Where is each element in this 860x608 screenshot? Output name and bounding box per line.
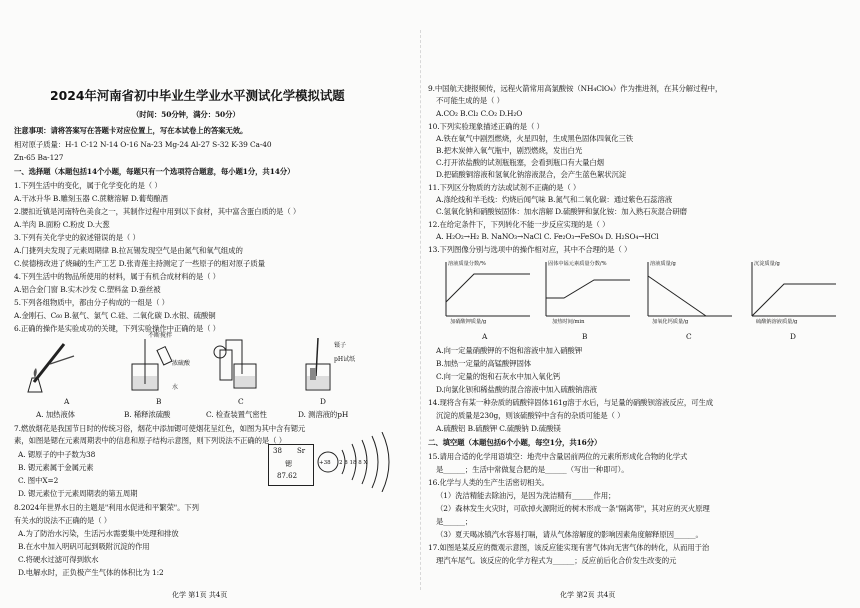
question-line: 15.请用合适的化学用语填空：地壳中含量居前两位的元素所形成化合物的化学式 bbox=[428, 452, 688, 461]
element-symbol: Sr bbox=[297, 447, 306, 455]
graph-c bbox=[648, 262, 732, 316]
option-letter: B bbox=[582, 332, 588, 341]
question-line: A.门捷列夫发现了元素周期律 B.拉瓦锡发现空气是由氮气和氧气组成的 bbox=[14, 246, 243, 255]
figure-caption: D. 测溶液的pH bbox=[298, 410, 349, 419]
question-line: B. 锶元素属于金属元素 bbox=[18, 463, 94, 472]
question-line: 11.下列区分物质的方法或试剂不正确的是（ ） bbox=[428, 183, 581, 192]
question-line: C.将硬水过滤可得到软水 bbox=[18, 555, 99, 564]
question-line: 素，如图是锶在元素周期表中的信息和原子结构示意图，则下列说法不正确的是（ ） bbox=[14, 436, 287, 445]
option-letter: C bbox=[686, 332, 692, 341]
question-line: C.侯德榜改进了烧碱的生产工艺 D.张青莲主持测定了一些原子的相对原子质量 bbox=[14, 259, 265, 268]
question-line: A.干冰升华 B.雕刻玉器 C.蔗糖溶解 D.葡萄酿酒 bbox=[14, 194, 168, 203]
question-line: C. 图中X=2 bbox=[18, 476, 59, 485]
atomic-masses-line-2: Zn-65 Ba-127 bbox=[14, 153, 64, 162]
section-2-heading: 二、填空题（本题包括6个小题，每空1分，共16分） bbox=[428, 438, 602, 447]
question-line: B.在水中加入明矾可起到吸附沉淀的作用 bbox=[18, 542, 150, 551]
y-axis-label: 溶液质量分数/% bbox=[448, 261, 486, 267]
label-water: 水 bbox=[172, 384, 179, 391]
x-axis-label: 硫酸钠溶液质量/g bbox=[756, 319, 798, 325]
question-line: 有关水的说法不正确的是（ ） bbox=[14, 516, 112, 525]
question-line: A.涤纶线和羊毛线：灼烧后闻气味 B.氮气和二氧化碳：通过紫色石蕊溶液 bbox=[436, 195, 673, 204]
question-line: 3.下列有关化学史的叙述错误的是（ ） bbox=[14, 233, 140, 242]
notice-heading: 注意事项：请将答案写在答题卡对应位置上，写在本试卷上的答案无效。 bbox=[14, 126, 248, 135]
question-line: A. 锶原子的中子数为38 bbox=[18, 450, 96, 459]
question-line: A.羊肉 B.面粉 C.粉皮 D.大葱 bbox=[14, 220, 110, 229]
question-line: A.铁在氧气中剧烈燃烧，火星四射，生成黑色固体四氧化三铁 bbox=[436, 134, 634, 143]
page-footer: 化学 第1页 共4页 bbox=[172, 591, 228, 599]
option-letter: A bbox=[482, 332, 488, 341]
question-line: A.铝合金门窗 B.实木沙发 C.塑料盆 D.蚕丝被 bbox=[14, 285, 161, 294]
y-axis-label: 固体中锰元素质量分数/% bbox=[548, 261, 607, 267]
option-letter: D bbox=[790, 332, 796, 341]
element-name: 锶 bbox=[285, 460, 292, 468]
question-line: 理汽车尾气。该反应的化学方程式为______；反应前后化合价发生改变的元 bbox=[436, 556, 677, 565]
heating-test-tube-icon bbox=[28, 344, 74, 392]
question-line: C.打开浓盐酸的试剂瓶瓶塞，会看到瓶口有大量白烟 bbox=[436, 158, 604, 167]
page-2 bbox=[424, 0, 860, 608]
graph-a bbox=[446, 262, 530, 316]
question-line: 是______；生活中常做复合肥的是______（写出一种即可）。 bbox=[436, 465, 629, 474]
airtightness-check-icon bbox=[214, 340, 256, 388]
question-line: D.电解水时，正负极产生气体的体积比为 1:2 bbox=[18, 568, 164, 577]
question-line: 是______； bbox=[436, 517, 473, 526]
label-tweezers: 镊子 bbox=[334, 342, 347, 349]
exam-title: 2024年河南省初中毕业生学业水平测试化学模拟试题 bbox=[50, 88, 345, 103]
x-axis-label: 加氧化钙质量/g bbox=[652, 319, 689, 325]
question-line: 10.下列实验现象描述正确的是（ ） bbox=[428, 122, 544, 131]
question-line: C.氢氧化钠和硝酸铵固体：加水溶解 D.硫酸钾和氯化铵：加入熟石灰混合研磨 bbox=[436, 207, 687, 216]
electron-shells: 2 8 18 8 X bbox=[339, 460, 368, 466]
option-letter: C bbox=[238, 397, 244, 406]
atomic-number: 38 bbox=[273, 447, 282, 455]
question-line: 9.中国航天捷报频传，远程火箭常用高氯酸铵（NH₄ClO₄）作为推进剂，在其分解过程中， bbox=[428, 84, 723, 93]
question-line: D.向氯化钡和稀盐酸的混合溶液中加入硫酸钠溶液 bbox=[436, 385, 597, 394]
page-footer: 化学 第2页 共4页 bbox=[560, 591, 616, 599]
graph-d bbox=[752, 262, 836, 316]
question-line: D. 锶元素位于元素周期表的第五周期 bbox=[18, 489, 138, 498]
question-line: 2.腰扣近镇是河南特色美食之一，其制作过程中用到以下食材，其中富含蛋白质的是（ ） bbox=[14, 207, 301, 216]
option-letter: B bbox=[156, 397, 162, 406]
section-1-heading: 一、选择题（本题包括14个小题，每题只有一个选项符合题意，每小题1分，共14分） bbox=[14, 167, 295, 176]
question-line: 7.燃放烟花是我国节日时的传统习俗，烟花中添加锶可使烟花呈红色，如图为其中含有锶元 bbox=[14, 424, 306, 433]
question-line: A.向一定量硝酸钾的不饱和溶液中加入硝酸钾 bbox=[436, 346, 583, 355]
label-acid: 浓硫酸 bbox=[172, 360, 191, 367]
x-axis-label: 加硝酸钾质量/g bbox=[450, 319, 487, 325]
ph-measure-icon bbox=[306, 338, 330, 390]
question-line: A.为了防治水污染，生活污水需要集中处理和排放 bbox=[18, 529, 179, 538]
question-line: 8.2024年世界水日的主题是"利用水促进和平繁荣"。下列 bbox=[14, 503, 199, 512]
question-line: C.向一定量的饱和石灰水中加入氧化钙 bbox=[436, 372, 561, 381]
y-axis-label: 沉淀质量/g bbox=[754, 261, 780, 267]
option-letter: D bbox=[320, 397, 326, 406]
atomic-mass: 87.62 bbox=[277, 472, 298, 480]
question-line: 1.下列生活中的变化，属于化学变化的是（ ） bbox=[14, 181, 162, 190]
option-letter: A bbox=[64, 397, 70, 406]
question-line: 16.化学与人类的生产生活密切相关。 bbox=[428, 478, 549, 487]
question-line: 5.下列各组物质中，都由分子构成的一组是（ ） bbox=[14, 298, 169, 307]
nucleus-charge: +38 bbox=[319, 460, 331, 466]
question-line: 沉淀的质量是230g，则该硫酸锌中含有的杂质可能是（ ） bbox=[436, 411, 625, 420]
question-line: 12.在给定条件下，下列转化不能一步反应实现的是（ ） bbox=[428, 220, 610, 229]
question-line: 17.如图是某反应的微观示意图，该反应能实现有害气体向无害气体的转化，从而用于治 bbox=[428, 543, 710, 552]
exam-subtitle: （时间：50分钟，满分：50分） bbox=[132, 110, 240, 119]
question-line: 不可能生成的是（ ） bbox=[436, 96, 504, 105]
question-line: 13.下列图像分别与选项中的操作相对应，其中不合理的是（ ） bbox=[428, 245, 632, 254]
dilution-beaker-icon bbox=[132, 339, 172, 390]
figure-caption: B. 稀释浓硫酸 bbox=[124, 410, 171, 419]
periodic-table-cell bbox=[268, 444, 314, 486]
x-axis-label: 加热时间/min bbox=[552, 319, 585, 325]
question-line: 4.下列生活中的物品所使用的材料，属于有机合成材料的是（ ） bbox=[14, 272, 220, 281]
question-line: A.CO₂ B.Cl₂ C.O₂ D.H₂O bbox=[436, 109, 523, 118]
question-line: 14.现将含有某一种杂质的硫酸锌固体161g溶于水后，与足量的硝酸钡溶液反应，可生成 bbox=[428, 398, 714, 407]
label-stir: 不断搅拌 bbox=[148, 332, 173, 339]
question-line: A.硫酸铝 B.硫酸钾 C.硫酸钠 D.硫酸镁 bbox=[436, 424, 561, 433]
question-line: B.把木炭伸入氧气瓶中，剧烈燃烧，发出白光 bbox=[436, 146, 583, 155]
graph-b bbox=[546, 262, 630, 316]
y-axis-label: 溶液质量/g bbox=[650, 261, 676, 267]
fold-line bbox=[420, 30, 421, 590]
question-line: （3）夏天喝冰镇汽水容易打嗝，请从气体溶解度的影响因素角度解释原因______。 bbox=[436, 530, 703, 539]
question-line: D.把硫酸铜溶液和氢氧化钠溶液混合，会产生蓝色絮状沉淀 bbox=[436, 170, 627, 179]
question-line: B.加热一定量的高锰酸钾固体 bbox=[436, 359, 532, 368]
figure-caption: C. 检查装置气密性 bbox=[206, 410, 267, 419]
label-ph-paper: pH试纸 bbox=[334, 356, 356, 363]
question-line: A. H₂O₂→H₂ B. NaNO₃→NaCl C. Fe₂O₃→FeSO₄ D. H₂SO₄→HCl bbox=[436, 232, 659, 241]
atomic-masses-line-1: 相对原子质量：H-1 C-12 N-14 O-16 Na-23 Mg-24 Al-27 S-32 K-39 Ca-40 bbox=[14, 140, 272, 149]
question-line: （2）森林发生火灾时，可砍掉火源附近的树木形成一条"隔离带"，其对应的灭火原理 bbox=[436, 504, 710, 513]
figure-caption: A. 加热液体 bbox=[36, 410, 75, 419]
question-line: 6.正确的操作是实验成功的关键，下列实验操作中正确的是（ ） bbox=[14, 324, 220, 333]
page-1 bbox=[0, 0, 416, 608]
question-line: （1）洗洁精能去除油污，是因为洗洁精有______作用； bbox=[436, 491, 616, 500]
question-line: A.金刚石、C₆₀ B.氨气、氯气 C.硅、二氧化碳 D.水银、硫酸铜 bbox=[14, 311, 216, 320]
